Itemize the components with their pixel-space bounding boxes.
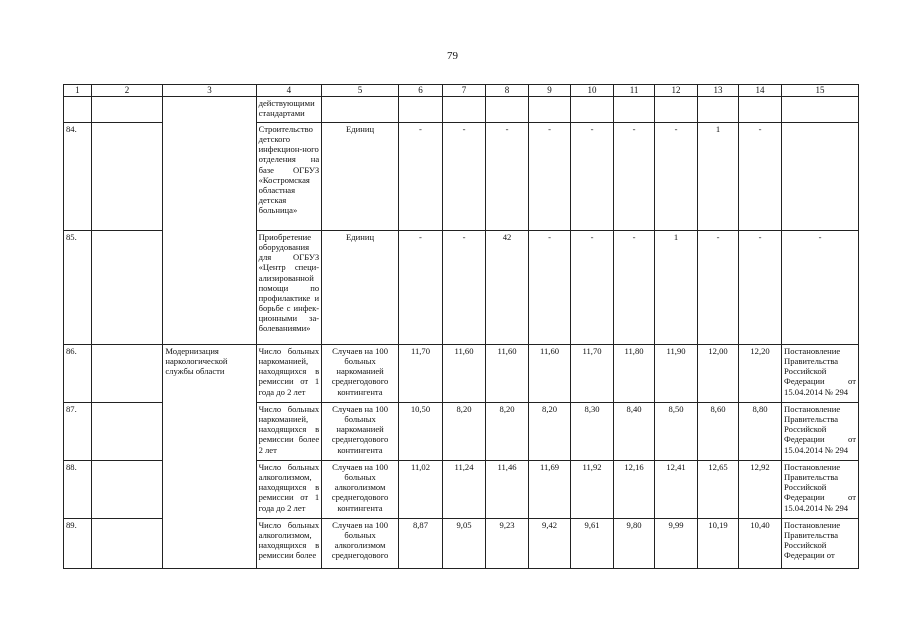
value-cell: 9,42 [529, 519, 571, 569]
row-number: 87. [64, 403, 92, 461]
col2-cell [91, 519, 163, 569]
table-row [64, 345, 859, 403]
value-cell: - [443, 231, 486, 345]
value-cell: 12,65 [698, 461, 739, 519]
value-cell: 1 [698, 123, 739, 231]
value-cell: 11,02 [398, 461, 442, 519]
value-cell [571, 97, 614, 123]
value-cell: 11,60 [486, 345, 529, 403]
row-number: 84. [64, 123, 92, 231]
row-number: 89. [64, 519, 92, 569]
value-cell: - [571, 123, 614, 231]
header-cell: 11 [614, 85, 655, 97]
header-cell: 12 [655, 85, 698, 97]
value-cell: 11,70 [398, 345, 442, 403]
source-cell: Постановление Правительства Российской Федерации от 15.04.2014 № 294 [782, 345, 859, 403]
value-cell: - [398, 231, 442, 345]
value-cell: 8,20 [486, 403, 529, 461]
value-cell: 9,61 [571, 519, 614, 569]
value-cell: 11,80 [614, 345, 655, 403]
value-cell: - [398, 123, 442, 231]
value-cell: 11,90 [655, 345, 698, 403]
value-cell: 11,60 [529, 345, 571, 403]
header-cell: 6 [398, 85, 442, 97]
value-cell: 9,80 [614, 519, 655, 569]
unit-cell: Случаев на 100 больных наркоманией среднегодового контингента [322, 345, 399, 403]
value-cell: - [571, 231, 614, 345]
page-number: 79 [447, 50, 458, 62]
indicator-name: Число больных алкоголизмом, находящихся в ремиссии более [256, 519, 322, 569]
program-cell: Модернизация наркологической службы области [163, 345, 256, 569]
value-cell [614, 97, 655, 123]
value-cell: 11,24 [443, 461, 486, 519]
value-cell: 12,16 [614, 461, 655, 519]
value-cell: - [529, 123, 571, 231]
value-cell: 8,20 [529, 403, 571, 461]
header-cell: 5 [322, 85, 399, 97]
value-cell: - [614, 231, 655, 345]
value-cell [529, 97, 571, 123]
value-cell: 12,00 [698, 345, 739, 403]
unit-cell [322, 97, 399, 123]
indicator-name: Число больных наркоманией, находящихся в ремиссии более 2 лет [256, 403, 322, 461]
value-cell: 12,92 [739, 461, 782, 519]
source-cell [782, 123, 859, 231]
value-cell: - [529, 231, 571, 345]
unit-cell: Случаев на 100 больных алкоголизмом среднегодового контингента [322, 461, 399, 519]
value-cell: 8,30 [571, 403, 614, 461]
source-cell: Постановление Правительства Российской Федерации от 15.04.2014 № 294 [782, 461, 859, 519]
value-cell: - [486, 123, 529, 231]
value-cell [398, 97, 442, 123]
indicator-name: Число больных алкоголизмом, находящихся в ремиссии от 1 года до 2 лет [256, 461, 322, 519]
value-cell: 8,40 [614, 403, 655, 461]
value-cell: 8,87 [398, 519, 442, 569]
header-cell: 15 [782, 85, 859, 97]
indicators-table [63, 84, 859, 569]
header-cell: 13 [698, 85, 739, 97]
header-cell: 4 [256, 85, 322, 97]
value-cell [486, 97, 529, 123]
value-cell: 8,50 [655, 403, 698, 461]
value-cell: 11,92 [571, 461, 614, 519]
header-cell: 9 [529, 85, 571, 97]
row-number [64, 97, 92, 123]
indicator-name: Число больных наркоманией, находящихся в ремиссии от 1 года до 2 лет [256, 345, 322, 403]
header-cell: 1 [64, 85, 92, 97]
source-cell: Постановление Правительства Российской Федерации от [782, 519, 859, 569]
col2-cell [91, 231, 163, 345]
col2-cell [91, 97, 163, 123]
indicator-name: Строительство детского инфекцион-ного отделения на базе ОГБУЗ «Костромская областная детская больница» [256, 123, 322, 231]
value-cell: 9,05 [443, 519, 486, 569]
value-cell: - [614, 123, 655, 231]
indicator-name: действующими стандартами [256, 97, 322, 123]
value-cell: 8,60 [698, 403, 739, 461]
value-cell: - [739, 123, 782, 231]
value-cell: 11,46 [486, 461, 529, 519]
col2-cell [91, 461, 163, 519]
value-cell: - [739, 231, 782, 345]
value-cell: - [698, 231, 739, 345]
col2-cell [91, 123, 163, 231]
col2-cell [91, 403, 163, 461]
value-cell: 1 [655, 231, 698, 345]
row-number: 88. [64, 461, 92, 519]
header-cell: 3 [163, 85, 256, 97]
value-cell: - [655, 123, 698, 231]
value-cell: 11,70 [571, 345, 614, 403]
header-cell: 14 [739, 85, 782, 97]
row-number: 86. [64, 345, 92, 403]
value-cell: 8,80 [739, 403, 782, 461]
value-cell: 11,60 [443, 345, 486, 403]
row-number: 85. [64, 231, 92, 345]
unit-cell: Единиц [322, 123, 399, 231]
value-cell [655, 97, 698, 123]
source-cell [782, 97, 859, 123]
program-cell [163, 97, 256, 345]
value-cell: 9,23 [486, 519, 529, 569]
value-cell: 11,69 [529, 461, 571, 519]
indicator-name: Приобретение оборудования для ОГБУЗ «Центр специ-ализированной помощи по профилактике и борьбе с инфек-ционными за-болеваниями» [256, 231, 322, 345]
header-row [64, 85, 859, 97]
value-cell: 12,20 [739, 345, 782, 403]
value-cell: 10,40 [739, 519, 782, 569]
header-cell: 10 [571, 85, 614, 97]
header-cell: 7 [443, 85, 486, 97]
value-cell: 9,99 [655, 519, 698, 569]
unit-cell: Случаев на 100 больных наркоманией среднегодового контингента [322, 403, 399, 461]
header-cell: 8 [486, 85, 529, 97]
value-cell: - [443, 123, 486, 231]
source-cell: - [782, 231, 859, 345]
value-cell [698, 97, 739, 123]
value-cell [443, 97, 486, 123]
col2-cell [91, 345, 163, 403]
value-cell: 12,41 [655, 461, 698, 519]
value-cell: 10,19 [698, 519, 739, 569]
value-cell: 8,20 [443, 403, 486, 461]
value-cell: 10,50 [398, 403, 442, 461]
source-cell: Постановление Правительства Российской Федерации от 15.04.2014 № 294 [782, 403, 859, 461]
header-cell: 2 [91, 85, 163, 97]
value-cell: 42 [486, 231, 529, 345]
unit-cell: Случаев на 100 больных алкоголизмом среднегодового [322, 519, 399, 569]
value-cell [739, 97, 782, 123]
table-row [64, 97, 859, 123]
unit-cell: Единиц [322, 231, 399, 345]
